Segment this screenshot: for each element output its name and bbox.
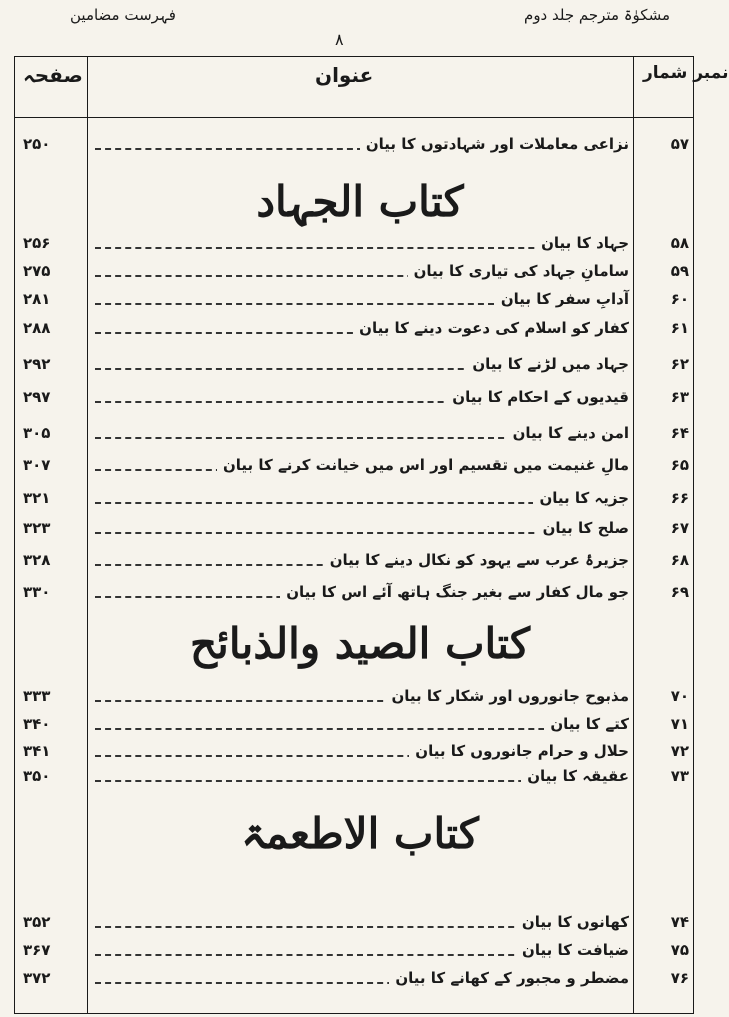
entry-number: ۶۷	[670, 519, 689, 537]
entry-number: ۵۸	[670, 234, 689, 252]
table-row	[15, 355, 695, 379]
table-row	[15, 767, 695, 791]
entry-page: ۳۴۱	[23, 742, 51, 760]
entry-number: ۷۳	[670, 767, 689, 785]
entry-title: جہاد کا بیان	[535, 234, 629, 252]
entry-page: ۲۹۲	[23, 355, 51, 373]
entry-page: ۲۷۵	[23, 262, 51, 280]
entry-title: جہاد میں لڑنے کا بیان	[466, 355, 629, 373]
entry-page: ۲۵۰	[23, 135, 51, 153]
header-number-column: نمبر شمار	[643, 63, 729, 83]
table-row	[15, 262, 695, 286]
entry-page: ۳۳۳	[23, 687, 51, 705]
entry-number: ۶۹	[670, 583, 689, 601]
table-row	[15, 551, 695, 575]
entry-title: امن دینے کا بیان	[507, 424, 629, 442]
entry-number: ۶۰	[670, 290, 689, 308]
entry-page: ۳۴۰	[23, 715, 51, 733]
entry-title: مذبوح جانوروں اور شکار کا بیان	[385, 687, 629, 705]
table-row	[15, 319, 695, 343]
entry-title: ضیافت کا بیان	[516, 941, 629, 959]
entry-title: کتے کا بیان	[544, 715, 629, 733]
table-row	[15, 388, 695, 412]
entry-title: مالِ غنیمت میں تقسیم اور اس میں خیانت کرنے کا بیان	[217, 456, 629, 474]
table-row	[15, 913, 695, 937]
entry-page: ۳۳۰	[23, 583, 51, 601]
entry-number: ۶۶	[670, 489, 689, 507]
table-row	[15, 583, 695, 607]
entry-number: ۷۶	[670, 969, 689, 987]
entry-title: آدابِ سفر کا بیان	[495, 290, 629, 308]
entry-page: ۲۸۸	[23, 319, 51, 337]
entry-page: ۳۶۷	[23, 941, 51, 959]
running-head-left: فہرست مضامین	[70, 6, 176, 24]
entry-page: ۳۵۲	[23, 913, 51, 931]
entry-page: ۳۲۸	[23, 551, 51, 569]
entry-page: ۳۰۵	[23, 424, 51, 442]
entry-page: ۲۹۷	[23, 388, 51, 406]
entry-page: ۳۰۷	[23, 456, 51, 474]
table-row	[15, 135, 695, 159]
entry-number: ۶۴	[670, 424, 689, 442]
entry-page: ۲۵۶	[23, 234, 51, 252]
entry-number: ۵۷	[670, 135, 689, 153]
entry-page: ۳۲۳	[23, 519, 51, 537]
header-page-column: صفحہ	[23, 63, 83, 87]
running-head-right: مشکوٰۃ مترجم جلد دوم	[524, 6, 670, 24]
entry-title: عقیقہ کا بیان	[521, 767, 629, 785]
table-row	[15, 489, 695, 513]
table-row	[15, 424, 695, 448]
entry-number: ۶۸	[670, 551, 689, 569]
table-row	[15, 519, 695, 543]
entry-number: ۷۴	[670, 913, 689, 931]
entry-title: حلال و حرام جانوروں کا بیان	[409, 742, 629, 760]
entry-page: ۳۵۰	[23, 767, 51, 785]
section-heading-atima: کتاب الاطعمۃ	[241, 809, 479, 858]
table-row	[15, 715, 695, 739]
table-row	[15, 969, 695, 993]
entry-number: ۶۳	[670, 388, 689, 406]
entry-title: صلح کا بیان	[537, 519, 629, 537]
table-row	[15, 941, 695, 965]
entry-number: ۷۱	[670, 715, 689, 733]
section-heading-jihad: کتاب الجہاد	[256, 177, 464, 226]
page-number: ۸	[335, 30, 344, 49]
entry-title: سامانِ جہاد کی تیاری کا بیان	[408, 262, 629, 280]
entry-number: ۷۲	[670, 742, 689, 760]
entry-number: ۶۵	[670, 456, 689, 474]
table-row	[15, 687, 695, 711]
entry-title: جزیہ کا بیان	[533, 489, 629, 507]
table-row	[15, 234, 695, 258]
entry-page: ۳۲۱	[23, 489, 51, 507]
entry-title: جو مال کفار سے بغیر جنگ ہاتھ آئے اس کا بیان	[280, 583, 629, 601]
entry-title: نزاعی معاملات اور شہادتوں کا بیان	[360, 135, 629, 153]
table-row	[15, 290, 695, 314]
contents-table	[14, 56, 729, 1014]
header-divider	[15, 117, 693, 118]
entry-page: ۲۸۱	[23, 290, 51, 308]
entry-number: ۷۰	[670, 687, 689, 705]
entry-number: ۶۲	[670, 355, 689, 373]
entry-title: جزیرۂ عرب سے یہود کو نکال دینے کا بیان	[324, 551, 629, 569]
section-heading-sayd: کتاب الصید والذبائح	[190, 619, 530, 668]
header-title-column: عنوان	[315, 63, 374, 87]
entry-page: ۳۷۲	[23, 969, 51, 987]
entry-title: مضطر و مجبور کے کھانے کا بیان	[389, 969, 629, 987]
entry-number: ۶۱	[670, 319, 689, 337]
table-row	[15, 742, 695, 766]
entry-number: ۵۹	[670, 262, 689, 280]
table-row	[15, 456, 695, 480]
entry-title: قیدیوں کے احکام کا بیان	[446, 388, 629, 406]
entry-number: ۷۵	[670, 941, 689, 959]
entry-title: کھانوں کا بیان	[516, 913, 629, 931]
entry-title: کفار کو اسلام کی دعوت دینے کا بیان	[353, 319, 629, 337]
